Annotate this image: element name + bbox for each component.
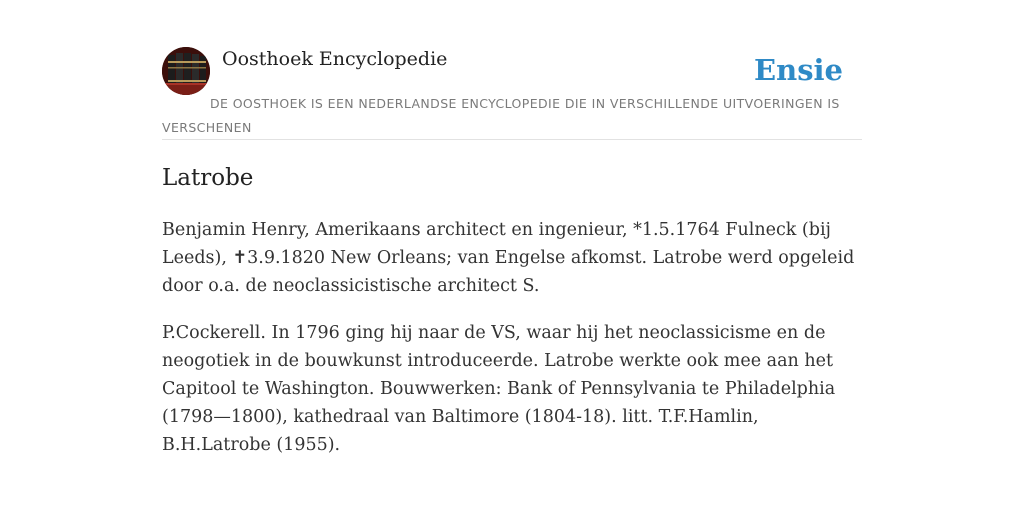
encyclopedia-books-logo-icon[interactable] <box>162 47 210 95</box>
site-header <box>162 46 862 140</box>
article-title: Latrobe <box>162 165 254 191</box>
article-paragraph: Benjamin Henry, Amerikaans architect en ingenieur, *1.5.1764 Fulneck (bij Leeds), ✝3.9.1820 New Orleans; van Engelse afkomst. Latrobe werd opgeleid door o.a. de neoclassicistische architect S. <box>162 220 855 296</box>
ensie-brand-link[interactable]: Ensie <box>754 53 843 87</box>
article-paragraph: P.Cockerell. In 1796 ging hij naar de VS, waar hij het neoclassicisme en de neogotiek in de bouwkunst introduceerde. Latrobe werkte ook mee aan het Capitool te Washington. Bouwwerken: Bank of Pennsylvania te Philadelphia (1798—1800), kathedraal van Baltimore (1804-18). litt. T.F.Hamlin, B.H.Latrobe (1955). <box>162 323 836 455</box>
article <box>162 162 862 459</box>
site-title[interactable]: Oosthoek Encyclopedie <box>222 48 448 70</box>
site-tagline: DE OOSTHOEK IS EEN NEDERLANDSE ENCYCLOPEDIE DIE IN VERSCHILLENDE UITVOERINGEN IS VERSCHENEN <box>162 96 840 135</box>
